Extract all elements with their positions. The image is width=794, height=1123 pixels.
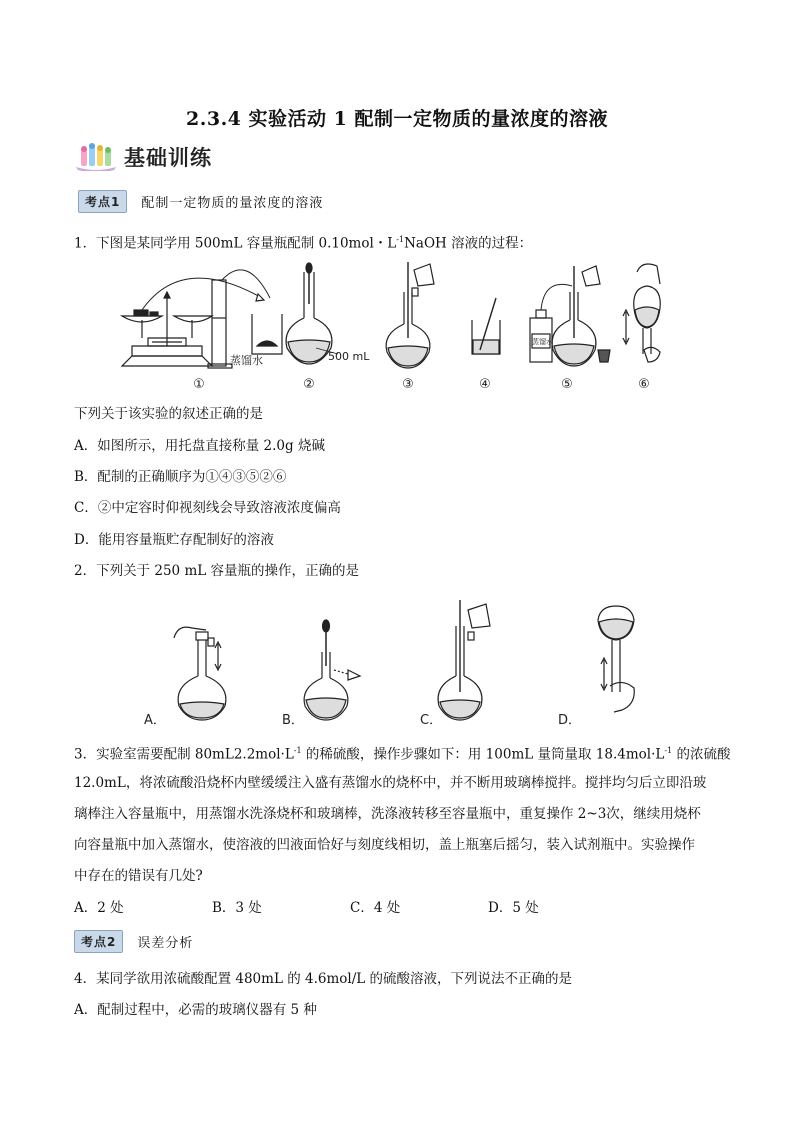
figure-label-4: ④	[479, 377, 491, 392]
section-tag: 考点2	[74, 930, 123, 953]
question-1-prompt: 下列关于该实验的叙述正确的是	[74, 406, 263, 422]
figure-label-1: ①	[193, 377, 205, 392]
svg-text:蒸馏水: 蒸馏水	[532, 338, 553, 346]
question-1-option-b: B．配制的正确顺序为①④③⑤②⑥	[74, 469, 287, 485]
section-heading-2	[74, 930, 193, 953]
question-4-stem: 4．某同学欲用浓硫酸配置 480mL 的 4.6mol/L 的硫酸溶液，下列说法不正确的是	[74, 971, 573, 987]
svg-text:蒸馏水: 蒸馏水	[230, 354, 263, 367]
q2-label-a: A．	[144, 713, 166, 728]
question-3-line-3: 璃棒注入容量瓶中，用蒸馏水洗涤烧杯和玻璃棒，洗涤液转移至容量瓶中，重复操作 2~3次，继续用烧杯	[74, 806, 701, 822]
page-title: 2.3.4 实验活动 1 配制一定物质的量浓度的溶液	[186, 108, 608, 130]
svg-text:500 mL: 500 mL	[328, 350, 370, 363]
option-b-illustration	[304, 620, 360, 720]
question-4-option-a: A．配制过程中，必需的玻璃仪器有 5 种	[74, 1002, 317, 1018]
question-3-line-5: 中存在的错误有几处?	[74, 868, 203, 884]
option-c-illustration	[438, 600, 490, 720]
q2-label-b: B．	[282, 713, 304, 728]
volumetric-flask-dropper	[286, 263, 338, 364]
q3-option-d: D．5 处	[488, 900, 539, 916]
beaker-rod	[472, 298, 500, 354]
section-label: 误差分析	[137, 936, 194, 951]
figure-label-6: ⑥	[638, 377, 650, 392]
question-3-line-1: 3．实验室需要配制 $80mL2.2mol\cdot L^{-1}$ 的稀硫酸，操作步骤如下：用 100mL 量筒量取 $18.4mol\cdot L^{-1}$ 的浓硫酸	[74, 746, 731, 763]
question-3-line-2: 12.0mL，将浓硫酸沿烧杯内壁缓缓注入盛有蒸馏水的烧杯中，并不断用玻璃棒搅拌。搅拌均匀后立即沿玻	[74, 775, 707, 791]
q2-label-d: D．	[558, 713, 582, 728]
experiment-procedure-figure	[112, 258, 672, 398]
wash-bottle-flask	[530, 266, 610, 366]
pencils-icon	[74, 143, 118, 171]
question-1-stem: 1．下图是某同学用 500mL 容量瓶配制 0.10mol・$L^{-1}NaOH$ 溶液的过程：	[74, 235, 533, 252]
option-a-illustration	[174, 627, 226, 720]
option-d-illustration	[598, 606, 634, 712]
question-2-stem: 2．下列关于 250 mL 容量瓶的操作，正确的是	[74, 563, 359, 579]
question-3-line-4: 向容量瓶中加入蒸馏水，使溶液的凹液面恰好与刻度线相切，盖上瓶塞后摇匀，装入试剂瓶中。实验操作	[74, 837, 695, 853]
figure-label-5: ⑤	[561, 377, 573, 392]
q3-option-c: C．4 处	[350, 900, 401, 916]
figure-label-2: ②	[303, 377, 315, 392]
question-1-option-d: D．能用容量瓶贮存配制好的溶液	[74, 532, 274, 548]
question-1-option-c: C．②中定容时仰视刻线会导致溶液浓度偏高	[74, 500, 341, 516]
q3-option-b: B．3 处	[212, 900, 262, 916]
section-heading-1	[78, 190, 323, 213]
q2-label-c: C．	[420, 713, 443, 728]
question-3-options	[74, 896, 734, 916]
section-label: 配制一定物质的量浓度的溶液	[141, 196, 324, 211]
flask-shake	[623, 264, 660, 362]
flask-rod-pour	[386, 262, 434, 368]
question-1-option-a: A．如图所示，用托盘直接称量 2.0g 烧碱	[74, 438, 325, 454]
section-tag: 考点1	[78, 190, 127, 213]
section-banner	[74, 142, 212, 172]
balance-illustration	[122, 278, 264, 366]
flask-operation-figure	[140, 596, 670, 730]
figure-label-3: ③	[402, 377, 414, 392]
q3-option-a: A．2 处	[74, 900, 124, 916]
banner-title: 基础训练	[124, 146, 212, 170]
